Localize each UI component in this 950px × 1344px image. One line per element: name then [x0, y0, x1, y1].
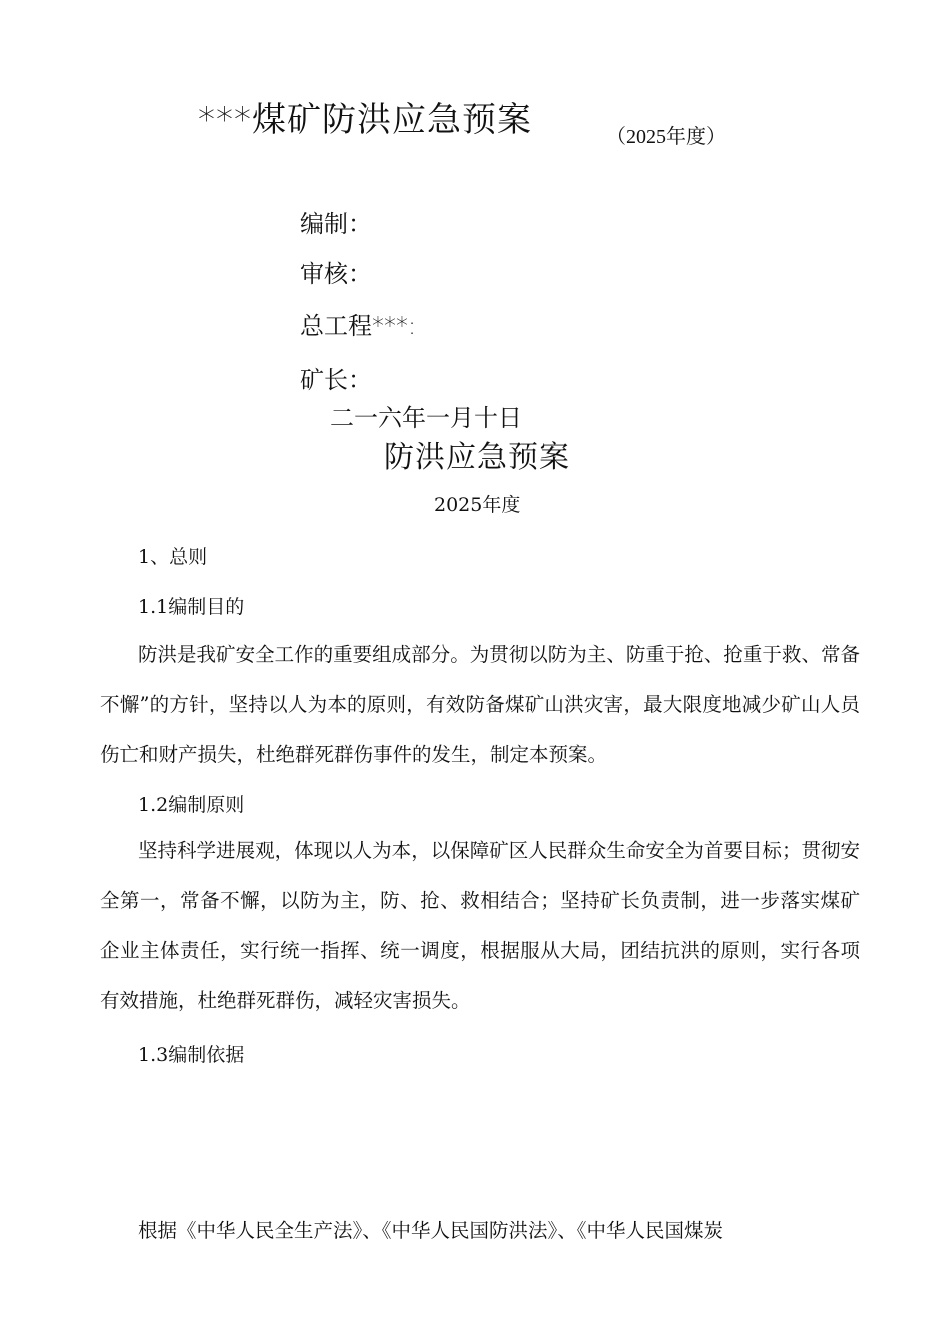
section-heading-1-3: 1.3编制依据 [138, 1044, 245, 1066]
document-year: 2025年度 [434, 494, 521, 516]
chief-engineer-label: 总工程***: [300, 312, 417, 340]
paragraph-purpose: 防洪是我矿安全工作的重要组成部分。为贯彻以防为主、防重于抢、抢重于救、常备不懈”的方针，坚持以人为本的原则，有效防备煤矿山洪灾害，最大限度地减少矿山人员伤亡和财产损失，杜绝群死群伤事件的发生，制定本预案。 [100, 643, 860, 766]
cover-title: ***煤矿防洪应急预案 [198, 100, 532, 140]
cover-date: 二一六年一月十日 [330, 404, 522, 432]
document-title: 防洪应急预案 [384, 440, 570, 475]
paragraph-basis: 根据《中华人民全生产法》、《中华人民国防洪法》、《中华人民国煤炭 [138, 1219, 724, 1242]
reviewer-label: 审核： [300, 260, 372, 288]
cover-year: （2025年度） [606, 126, 726, 148]
paragraph-principles: 坚持科学进展观，体现以人为本，以保障矿区人民群众生命安全为首要目标；贯彻安全第一，常备不懈，以防为主，防、抢、救相结合；坚持矿长负责制，进一步落实煤矿企业主体责任，实行统一指挥、统一调度，根据服从大局，团结抗洪的原则，实行各项有效措施，杜绝群死群伤，减轻灾害损失。 [100, 839, 860, 1012]
section-heading-1-1: 1.1编制目的 [138, 596, 245, 618]
compiler-label: 编制： [300, 210, 372, 238]
section-heading-1: 1、总则 [138, 546, 208, 568]
mine-director-label: 矿长： [300, 366, 372, 394]
section-heading-1-2: 1.2编制原则 [138, 794, 245, 816]
